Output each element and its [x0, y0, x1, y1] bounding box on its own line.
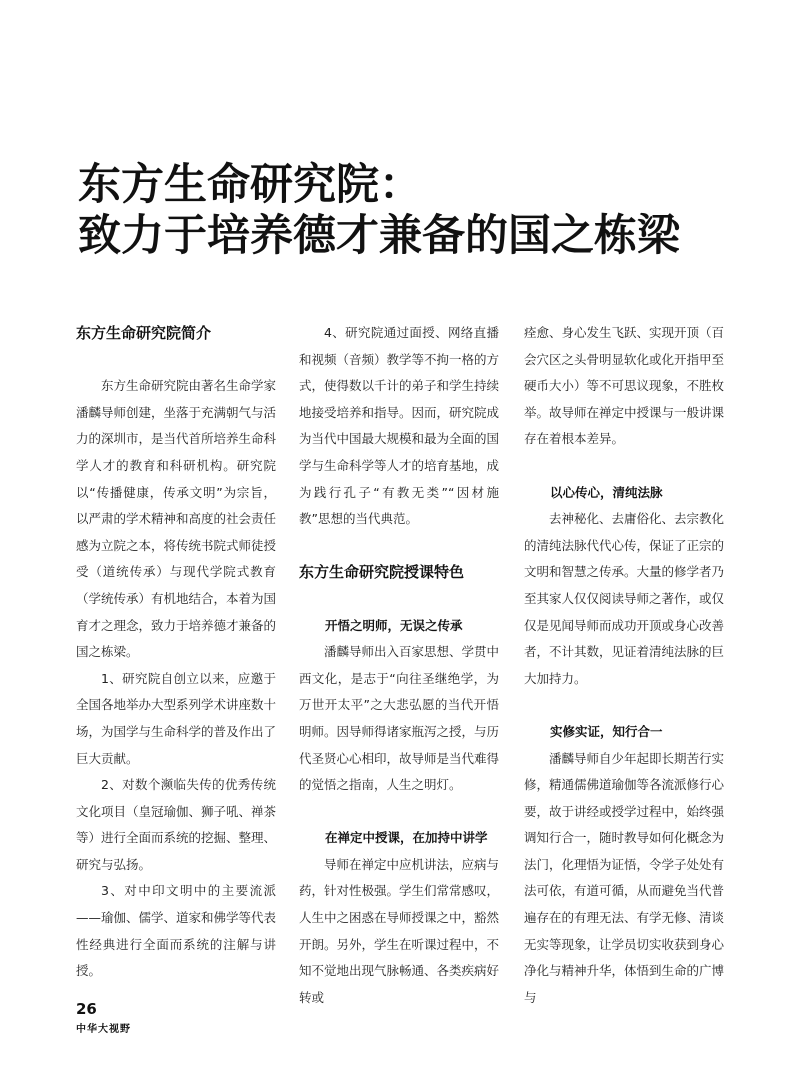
subheading: 在禅定中授课，在加持中讲学 [325, 830, 488, 846]
subheading: 开悟之明师，无误之传承 [325, 617, 463, 633]
paragraph: 4、研究院通过面授、网络直播和视频（音频）教学等不拘一格的方式，使得数以千计的弟子和学生持续地接受培养和指导。因而，研究院成为当代中国最大规模和最为全面的国学与生命科学等人才的培育基地，成为践行孔子“有教无类”“因材施教”思想的当代典范。 [299, 325, 500, 527]
subheading: 以心传心，清纯法脉 [550, 484, 663, 500]
column-2 [299, 320, 499, 1011]
title-line-1: 东方生命研究院： [78, 160, 422, 210]
section-heading-features: 东方生命研究院授课特色 [299, 563, 465, 582]
title-line-2: 致力于培养德才兼备的国之栋梁 [78, 211, 680, 261]
paragraph: 潘麟导师出入百家思想、学贯中西文化，是志于“向往圣继绝学，为万世开太平”之大悲弘愿的当代开悟明师。因导师得诸家瓶泻之授，与历代圣贤心心相印，故导师是当代难得的觉悟之指南，人生之明灯。 [299, 644, 500, 793]
paragraph: 潘麟导师自少年起即长期苦行实修，精通儒佛道瑜伽等各流派修行心要，故于讲经或授学过程中，始终强调知行合一，随时教导如何化概念为法门，化理悟为证悟，令学子处处有法可依，有道可循，从而避免当代普遍存在的有理无法、有学无修、清谈无实等现象，让学员切实收获到身心净化与精神升华，体悟到生命的广博与 [524, 750, 725, 1005]
paragraph: 痊愈、身心发生飞跃、实现开顶（百会穴区之头骨明显软化或化开指甲至硬币大小）等不可思议现象，不胜枚举。故导师在禅定中授课与一般讲课存在着根本差异。 [524, 325, 725, 447]
paragraph: 去神秘化、去庸俗化、去宗教化的清纯法脉代代心传，保证了正宗的文明和智慧之传承。大量的修学者乃至其家人仅仅阅读导师之著作，或仅仅是见闻导师而成功开顶或身心改善者，不计其数，见证着清纯法脉的巨大加持力。 [524, 511, 725, 686]
subheading: 实修实证，知行合一 [550, 723, 663, 739]
magazine-logo: 中华大视野 [76, 1024, 131, 1035]
column-1 [76, 320, 276, 985]
article-title [78, 160, 680, 262]
paragraph: 东方生命研究院由著名生命学家潘麟导师创建，坐落于充满朝气与活力的深圳市，是当代首所培养生命科学人才的教育和科研机构。研究院以“传播健康，传承文明”为宗旨，以严肃的学术精神和高度的社会责任感为立院之本，将传统书院式师徒授受（道统传承）与现代学院式教育（学统传承）有机地结合，本着为国育才之理念，致力于培养德才兼备的国之栋梁。 [76, 378, 277, 660]
section-heading-intro: 东方生命研究院简介 [76, 324, 212, 342]
page-number: 26 [76, 1000, 97, 1018]
paragraph: 导师在禅定中应机讲法，应病与药，针对性极强。学生们常常感叹，人生中之困惑在导师授课之中，豁然开朗。另外，学生在听课过程中，不知不觉地出现气脉畅通、各类疾病好转或 [299, 856, 500, 1005]
paragraph: 1、研究院自创立以来，应邀于全国各地举办大型系列学术讲座数十场，为国学与生命科学的普及作出了巨大贡献。 [76, 670, 277, 766]
column-3 [524, 320, 724, 1011]
paragraph: 2、对数个濒临失传的优秀传统文化项目（皇冠瑜伽、狮子吼、禅茶等）进行全面而系统的挖掘、整理、研究与弘扬。 [76, 777, 277, 872]
paragraph: 3、对中印文明中的主要流派——瑜伽、儒学、道家和佛学等代表性经典进行全面而系统的注解与讲授。 [76, 883, 277, 979]
